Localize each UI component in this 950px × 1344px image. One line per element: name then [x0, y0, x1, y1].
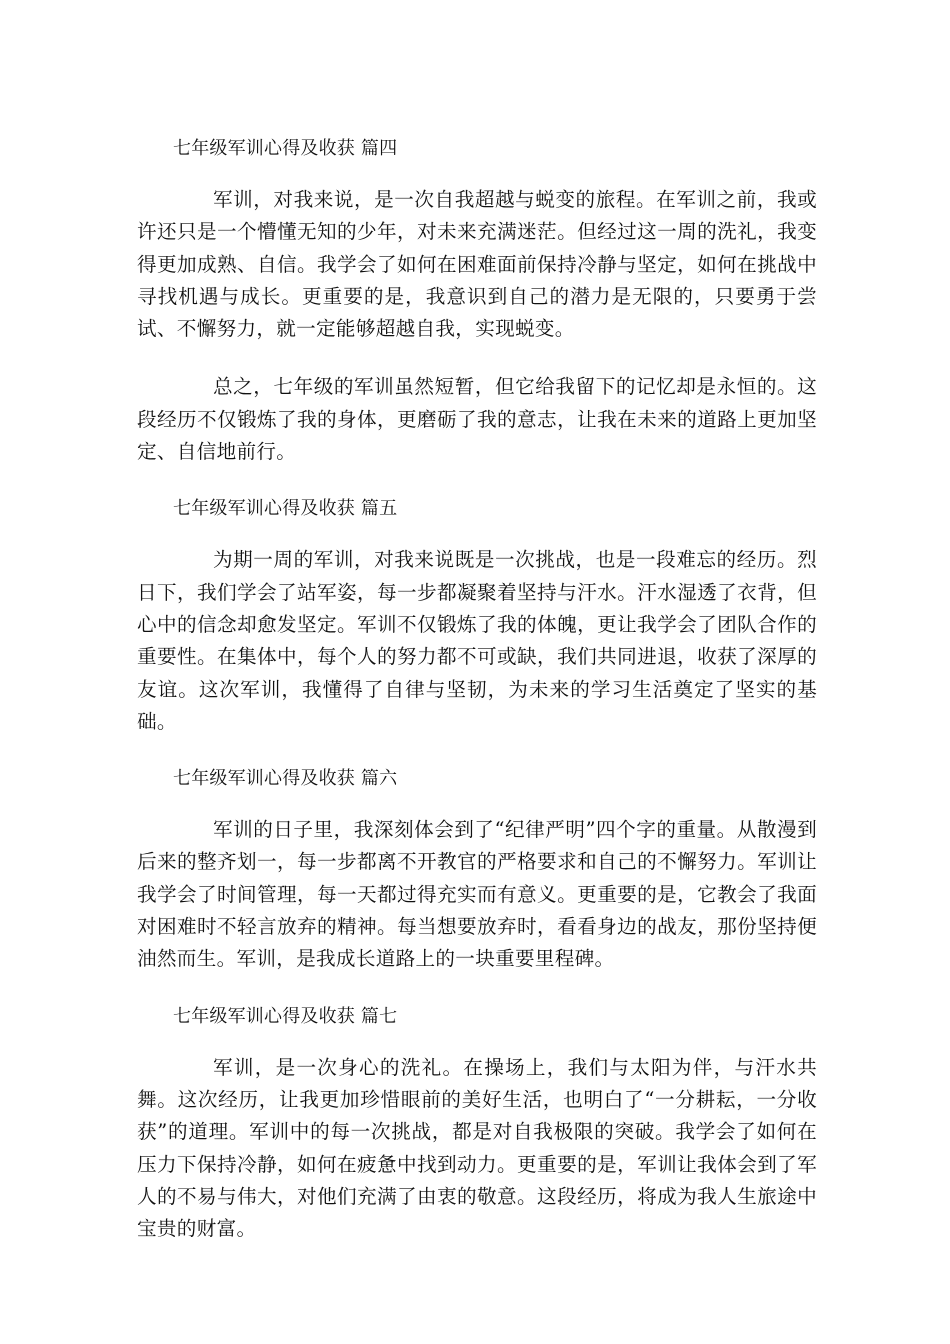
section-heading-6: 七年级军训心得及收获 篇六	[173, 768, 398, 790]
document-body	[137, 134, 817, 1271]
section-heading-4: 七年级军训心得及收获 篇四	[173, 138, 398, 159]
paragraph: 总之，七年级的军训虽然短暂，但它给我留下的记忆却是永恒的。这段经历不仅锻炼了我的身体，更磨砺了我的意志，让我在未来的道路上更加坚定、自信地前行。	[137, 375, 817, 464]
paragraph: 军训，对我来说，是一次自我超越与蜕变的旅程。在军训之前，我或许还只是一个懵懂无知的少年，对未来充满迷茫。但经过这一周的洗礼，我变得更加成熟、自信。我学会了如何在困难面前保持冷静与坚定，如何在挑战中寻找机遇与成长。更重要的是，我意识到自己的潜力是无限的，只要勇于尝试、不懈努力，就一定能够超越自我，实现蜕变。	[137, 188, 817, 341]
paragraph: 军训的日子里，我深刻体会到了“纪律严明”四个字的重量。从散漫到后来的整齐划一，每一步都离不开教官的严格要求和自己的不懈努力。军训让我学会了时间管理，每一天都过得充实而有意义。更重要的是，它教会了我面对困难时不轻言放弃的精神。每当想要放弃时，看看身边的战友，那份坚持便油然而生。军训，是我成长道路上的一块重要里程碑。	[137, 818, 817, 971]
section-heading-7: 七年级军训心得及收获 篇七	[173, 1005, 398, 1027]
paragraph: 军训，是一次身心的洗礼。在操场上，我们与太阳为伴，与汗水共舞。这次经历，让我更加珍惜眼前的美好生活，也明白了“一分耕耘，一分收获”的道理。军训中的每一次挑战，都是对自我极限的突破。我学会了如何在压力下保持冷静，如何在疲惫中找到动力。更重要的是，军训让我体会到了军人的不易与伟大，对他们充满了由衷的敬意。这段经历，将成为我人生旅途中宝贵的财富。	[137, 1055, 817, 1241]
paragraph: 为期一周的军训，对我来说既是一次挑战，也是一段难忘的经历。烈日下，我们学会了站军姿，每一步都凝聚着坚持与汗水。汗水湿透了衣背，但心中的信念却愈发坚定。军训不仅锻炼了我的体魄，更让我学会了团队合作的重要性。在集体中，每个人的努力都不可或缺，我们共同进退，收获了深厚的友谊。这次军训，我懂得了自律与坚韧，为未来的学习生活奠定了坚实的基础。	[137, 548, 817, 733]
section-heading-5: 七年级军训心得及收获 篇五	[173, 498, 398, 520]
